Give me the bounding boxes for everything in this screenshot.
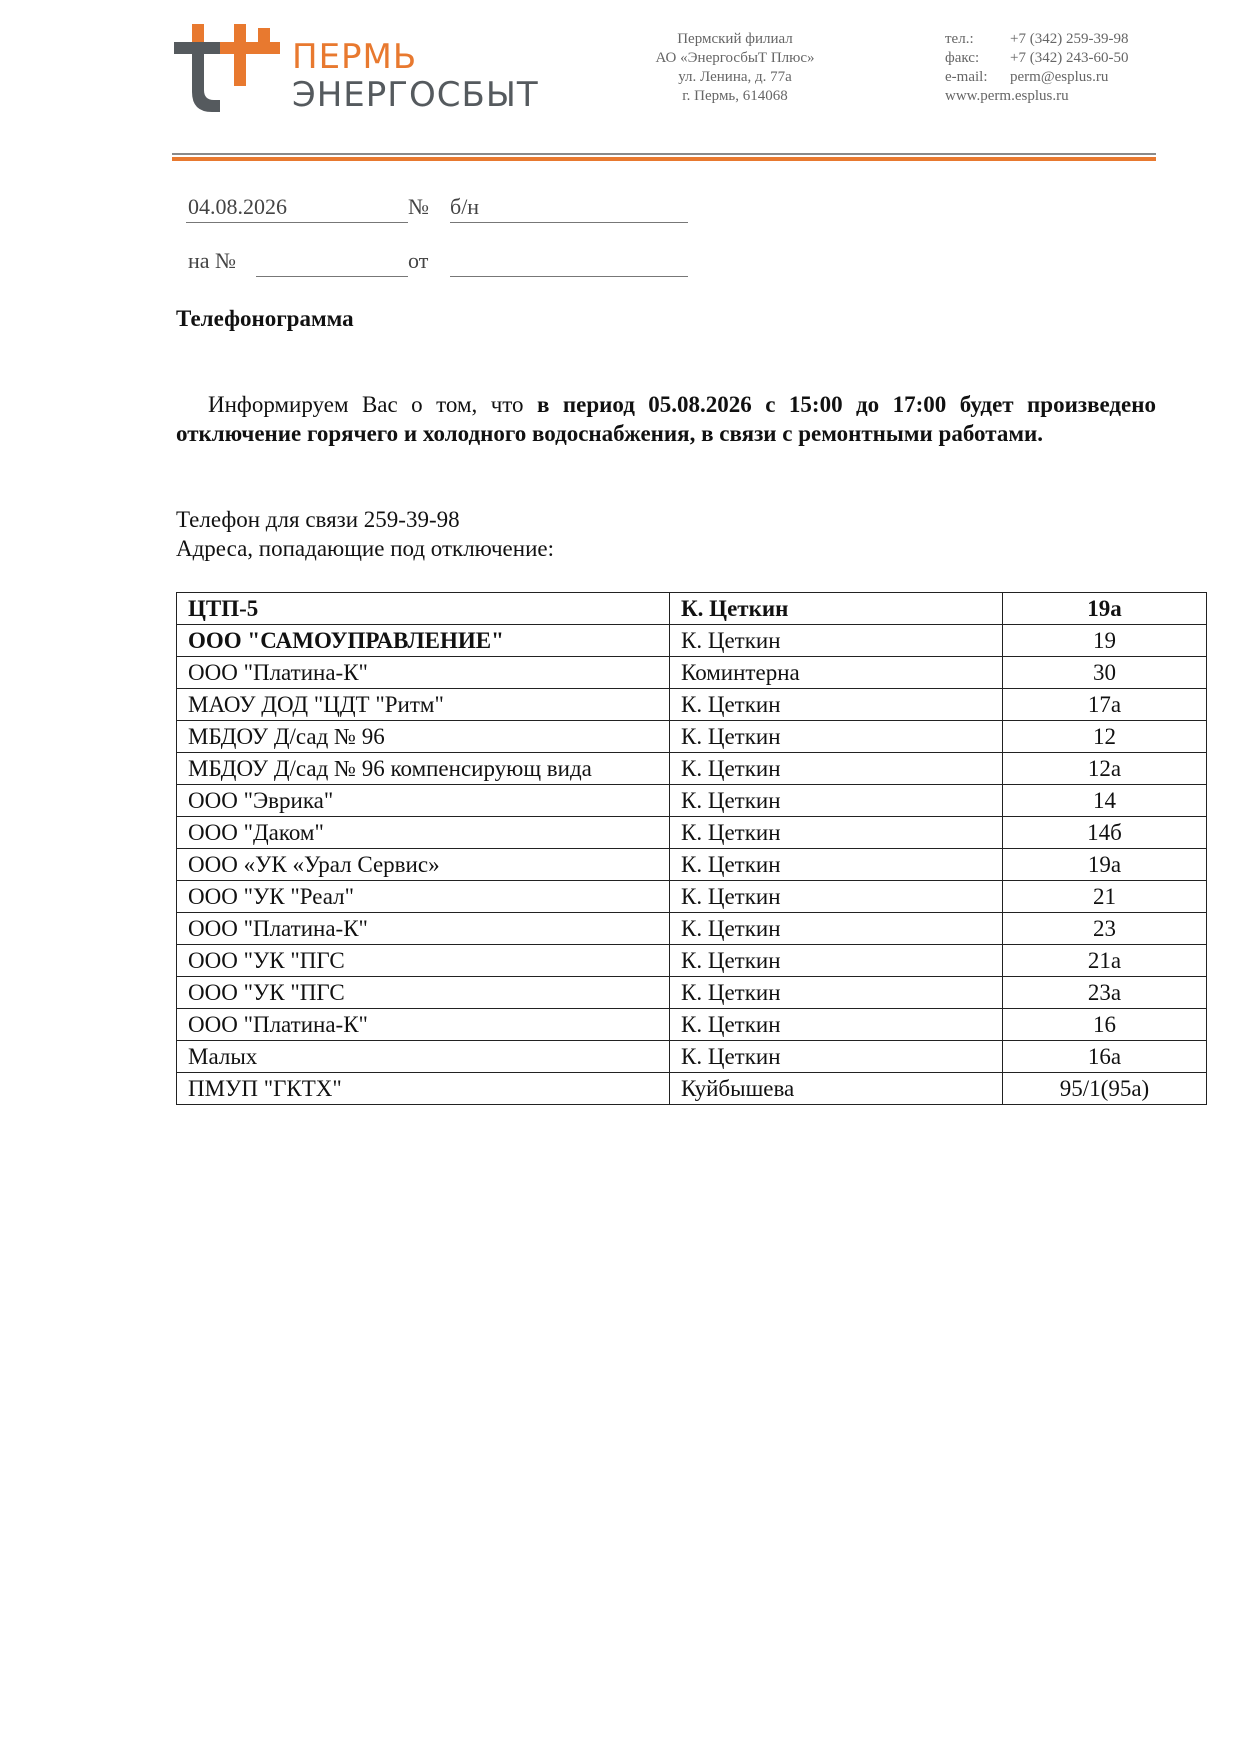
cell-organization: МБДОУ Д/сад № 96 (177, 721, 670, 753)
notice-text (176, 390, 1156, 448)
header-divider-orange (172, 157, 1156, 161)
table-row (177, 689, 1207, 721)
cell-street: К. Цеткин (670, 785, 1003, 817)
cell-street: К. Цеткин (670, 689, 1003, 721)
cell-organization: ООО "Эврика" (177, 785, 670, 817)
cell-organization: МАОУ ДОД "ЦДТ "Ритм" (177, 689, 670, 721)
from-label: от (408, 248, 429, 273)
cell-house: 14 (1003, 785, 1207, 817)
cell-organization: ПМУП "ГКТХ" (177, 1073, 670, 1105)
cell-house: 12а (1003, 753, 1207, 785)
cell-house: 19а (1003, 593, 1207, 625)
cell-street: К. Цеткин (670, 849, 1003, 881)
cell-house: 17а (1003, 689, 1207, 721)
cell-house: 14б (1003, 817, 1207, 849)
cell-house: 19а (1003, 849, 1207, 881)
contact-label: факс: (945, 50, 980, 66)
table-row (177, 913, 1207, 945)
cell-house: 19 (1003, 625, 1207, 657)
table-row (177, 625, 1207, 657)
cell-organization: ООО "САМОУПРАВЛЕНИЕ" (177, 625, 670, 657)
branch-line: АО «ЭнергосбыТ Плюс» (655, 50, 815, 66)
contact-value: perm@esplus.ru (1010, 69, 1109, 85)
table-row (177, 977, 1207, 1009)
cell-street: К. Цеткин (670, 1041, 1003, 1073)
contact-block (945, 30, 1128, 106)
cell-organization: ЦТП-5 (177, 593, 670, 625)
cell-house: 12 (1003, 721, 1207, 753)
header-divider-gray (172, 153, 1156, 155)
reference-field (256, 248, 408, 277)
cell-street: К. Цеткин (670, 721, 1003, 753)
cell-house: 16 (1003, 1009, 1207, 1041)
contact-label: e-mail: (945, 69, 988, 85)
number-sign: № (408, 194, 429, 219)
cell-organization: МБДОУ Д/сад № 96 компенсирующ вида (177, 753, 670, 785)
branch-line: Пермский филиал (677, 31, 793, 47)
cell-organization: ООО «УК «Урал Сервис» (177, 849, 670, 881)
contact-phone-row (945, 30, 1128, 49)
contact-value: +7 (342) 243-60-50 (1010, 50, 1129, 66)
table-row (177, 945, 1207, 977)
company-logo-mark (174, 24, 280, 112)
cell-street: К. Цеткин (670, 881, 1003, 913)
table-row (177, 657, 1207, 689)
cell-organization: ООО "Платина-К" (177, 913, 670, 945)
logo-line-2: ЭНЕРГОСБЫТ (292, 75, 539, 115)
contact-phone-text: Телефон для связи 259-39-98 (176, 507, 460, 532)
cell-street: Коминтерна (670, 657, 1003, 689)
date-value: 04.08.2026 (188, 194, 287, 219)
cell-street: К. Цеткин (670, 945, 1003, 977)
contact-fax-row (945, 49, 1128, 68)
table-row (177, 1009, 1207, 1041)
logo-line-1: ПЕРМЬ (292, 37, 418, 77)
cell-street: К. Цеткин (670, 913, 1003, 945)
cell-street: К. Цеткин (670, 817, 1003, 849)
cell-house: 23а (1003, 977, 1207, 1009)
number-field (450, 194, 688, 223)
from-field (450, 248, 688, 277)
notice-bold: в период 05.08.2026 с 15:00 до 17:00 будет произведено отключение горячего и холодного водоснабжения, в связи с ремонтными работами. (176, 392, 1156, 446)
addresses-table (176, 592, 1207, 1105)
cell-street: К. Цеткин (670, 977, 1003, 1009)
cell-house: 30 (1003, 657, 1207, 689)
table-row (177, 1041, 1207, 1073)
table-row (177, 785, 1207, 817)
cell-street: К. Цеткин (670, 625, 1003, 657)
cell-house: 21а (1003, 945, 1207, 977)
contact-label: тел.: (945, 31, 974, 47)
date-field (186, 194, 408, 223)
branch-line: г. Пермь, 614068 (682, 88, 788, 104)
cell-organization: ООО "УК "Реал" (177, 881, 670, 913)
cell-organization: ООО "Даком" (177, 817, 670, 849)
contact-info (176, 505, 554, 563)
table-row (177, 881, 1207, 913)
table-row (177, 593, 1207, 625)
contact-value: +7 (342) 259-39-98 (1010, 31, 1129, 47)
cell-organization: Малых (177, 1041, 670, 1073)
number-value: б/н (450, 194, 480, 219)
cell-house: 16а (1003, 1041, 1207, 1073)
contact-value: www.perm.esplus.ru (945, 88, 1069, 104)
table-row (177, 721, 1207, 753)
cell-house: 23 (1003, 913, 1207, 945)
cell-house: 21 (1003, 881, 1207, 913)
cell-organization: ООО "Платина-К" (177, 657, 670, 689)
notice-lead: Информируем Вас о том, что (208, 392, 537, 417)
cell-street: Куйбышева (670, 1073, 1003, 1105)
company-logo-text (292, 38, 539, 114)
table-row (177, 817, 1207, 849)
cell-house: 95/1(95а) (1003, 1073, 1207, 1105)
branch-line: ул. Ленина, д. 77а (678, 69, 792, 85)
addresses-label: Адреса, попадающие под отключение: (176, 536, 554, 561)
cell-organization: ООО "УК "ПГС (177, 945, 670, 977)
cell-organization: ООО "УК "ПГС (177, 977, 670, 1009)
table-row (177, 753, 1207, 785)
table-row (177, 849, 1207, 881)
branch-address (630, 30, 840, 106)
cell-street: К. Цеткин (670, 1009, 1003, 1041)
document-title: Телефонограмма (176, 306, 354, 331)
contact-email-row (945, 68, 1128, 87)
cell-street: К. Цеткин (670, 753, 1003, 785)
addresses-table-body (177, 593, 1207, 1105)
cell-street: К. Цеткин (670, 593, 1003, 625)
table-row (177, 1073, 1207, 1105)
cell-organization: ООО "Платина-К" (177, 1009, 670, 1041)
reference-label: на № (188, 248, 237, 273)
contact-web-row (945, 87, 1128, 106)
